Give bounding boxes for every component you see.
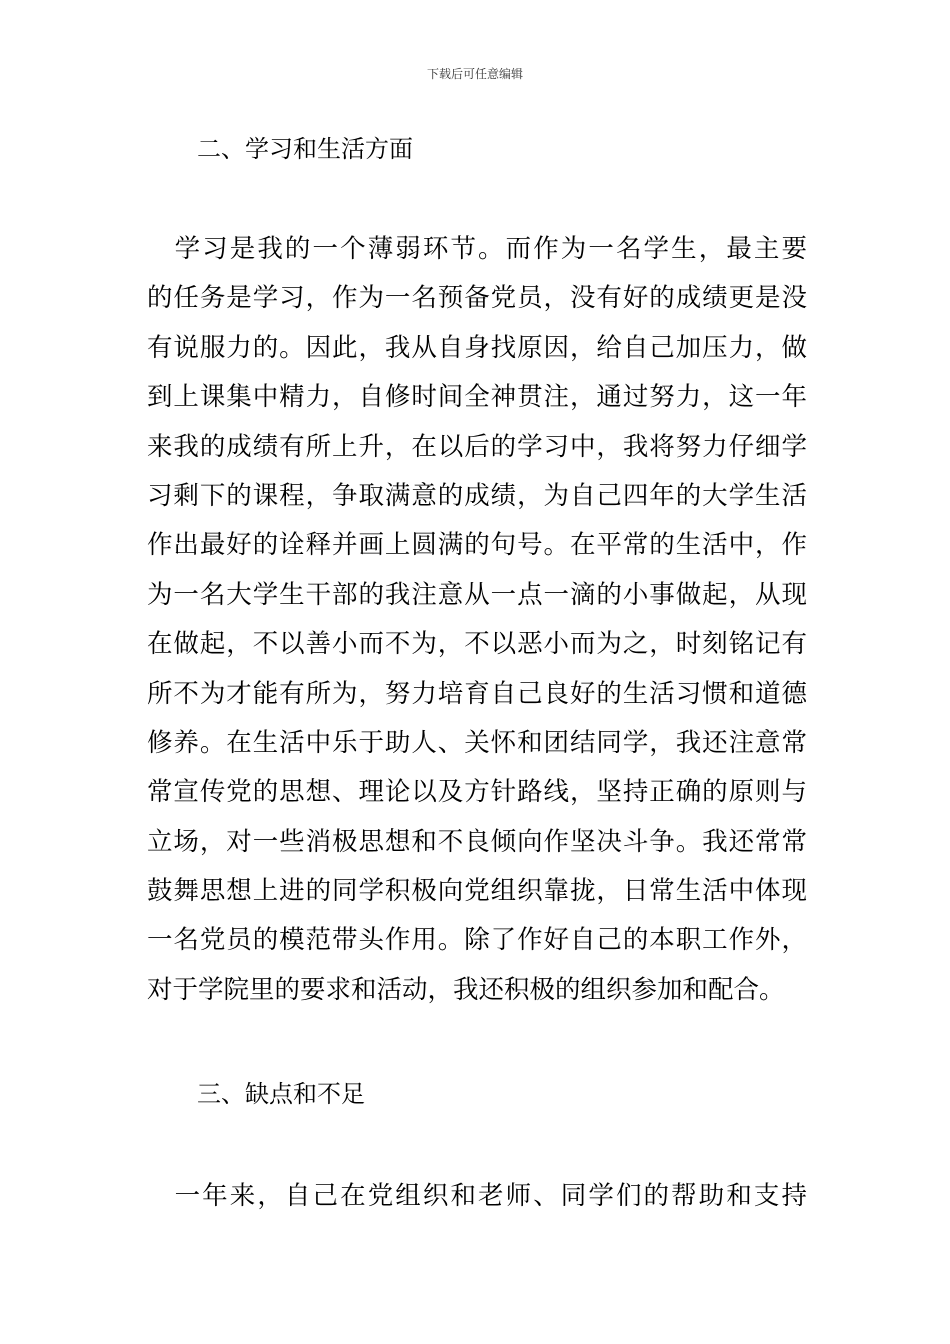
paragraph-line: 有说服力的。因此，我从自身找原因，给自己加压力，做: [147, 332, 807, 363]
paragraph-line: 对于学院里的要求和活动，我还积极的组织参加和配合。: [147, 974, 785, 1005]
page-header-note: 下载后可任意编辑: [426, 67, 523, 81]
paragraph-line: 一年来，自己在党组织和老师、同学们的帮助和支持: [147, 1181, 807, 1211]
paragraph-line: 一名党员的模范带头作用。除了作好自己的本职工作外，: [147, 925, 807, 956]
paragraph-line: 立场，对一些消极思想和不良倾向作坚决斗争。我还常常: [147, 826, 807, 857]
paragraph-line: 作出最好的诠释并画上圆满的句号。在平常的生活中，作: [147, 530, 807, 561]
paragraph-line: 常宣传党的思想、理论以及方针路线，坚持正确的原则与: [147, 777, 807, 808]
paragraph-line: 到上课集中精力，自修时间全神贯注，通过努力，这一年: [147, 382, 807, 413]
paragraph-line: 来我的成绩有所上升，在以后的学习中，我将努力仔细学: [147, 431, 807, 462]
section-heading-study-life: 二、学习和生活方面: [197, 135, 413, 163]
paragraph-study-life: [147, 231, 807, 1021]
section-heading-shortcomings: 三、缺点和不足: [197, 1080, 365, 1108]
paragraph-line: 所不为才能有所为，努力培育自己良好的生活习惯和道德: [147, 678, 807, 709]
paragraph-line: 的任务是学习，作为一名预备党员，没有好的成绩更是没: [147, 283, 807, 314]
paragraph-shortcomings: [147, 1178, 807, 1227]
paragraph-line: 习剩下的课程，争取满意的成绩，为自己四年的大学生活: [147, 480, 807, 511]
paragraph-line: 鼓舞思想上进的同学积极向党组织靠拢，日常生活中体现: [147, 876, 807, 907]
paragraph-line: 为一名大学生干部的我注意从一点一滴的小事做起，从现: [147, 579, 807, 610]
paragraph-line: 在做起，不以善小而不为，不以恶小而为之，时刻铭记有: [147, 629, 807, 660]
paragraph-line: 修养。在生活中乐于助人、关怀和团结同学，我还注意常: [147, 727, 807, 758]
paragraph-line: 学习是我的一个薄弱环节。而作为一名学生，最主要: [147, 234, 807, 264]
